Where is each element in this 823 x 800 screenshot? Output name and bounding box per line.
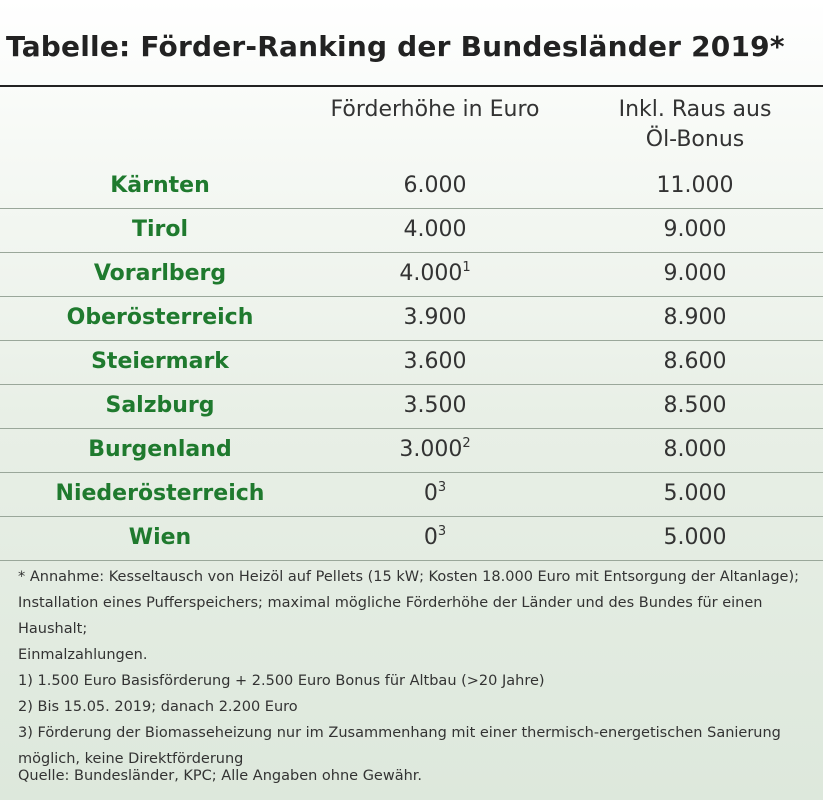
cell-foerderhoehe-value: 4.000 <box>399 261 463 286</box>
column-header-bonus-line2: Öl-Bonus <box>645 127 745 152</box>
cell-bonus-total: 8.600 <box>663 349 727 374</box>
note-annahme-line1: * Annahme: Kesseltausch von Heizöl auf Pellets (15 kW; Kosten 18.000 Euro mit Entsorgung der Altanlage); <box>18 569 799 585</box>
cell-foerderhoehe <box>295 341 575 383</box>
cell-foerderhoehe <box>295 473 575 515</box>
cell-bundesland: Kärnten <box>110 173 210 198</box>
footnote-1: 1) 1.500 Euro Basisförderung + 2.500 Euro Bonus für Altbau (>20 Jahre) <box>18 673 545 689</box>
cell-bundesland: Oberösterreich <box>66 305 254 330</box>
cell-foerderhoehe-value: 6.000 <box>403 173 467 198</box>
cell-foerderhoehe <box>295 385 575 427</box>
footnote-2: 2) Bis 15.05. 2019; danach 2.200 Euro <box>18 699 298 715</box>
footnote-marker: 1 <box>462 260 471 275</box>
cell-foerderhoehe-value: 4.000 <box>403 217 467 242</box>
cell-bonus-total: 5.000 <box>663 481 727 506</box>
cell-foerderhoehe-value: 0 <box>423 481 438 506</box>
table-row <box>0 385 823 429</box>
column-header-foerderhoehe-label: Förderhöhe in Euro <box>330 97 540 122</box>
cell-bundesland: Vorarlberg <box>93 261 227 286</box>
table-row <box>0 473 823 517</box>
footnotes <box>18 564 818 772</box>
cell-foerderhoehe-value: 3.000 <box>399 437 463 462</box>
cell-foerderhoehe <box>295 165 575 207</box>
cell-foerderhoehe-value: 3.600 <box>403 349 467 374</box>
cell-foerderhoehe <box>295 209 575 251</box>
cell-bonus-total: 5.000 <box>663 525 727 550</box>
footnote-3-line1: 3) Förderung der Biomasseheizung nur im Zusammenhang mit einer thermisch-energetischen Sanierung <box>18 725 781 741</box>
table-row <box>0 253 823 297</box>
cell-bundesland: Burgenland <box>88 437 232 462</box>
cell-foerderhoehe-value: 3.900 <box>403 305 467 330</box>
table-title: Tabelle: Förder-Ranking der Bundesländer 2019* <box>6 30 785 63</box>
column-header-bonus-line1: Inkl. Raus aus <box>618 97 772 122</box>
cell-bonus-total: 8.900 <box>663 305 727 330</box>
cell-foerderhoehe-value: 3.500 <box>403 393 467 418</box>
cell-bonus-total: 11.000 <box>656 173 734 198</box>
table-row <box>0 297 823 341</box>
table-row <box>0 209 823 253</box>
footnote-marker: 3 <box>437 480 447 495</box>
cell-bundesland: Niederösterreich <box>55 481 265 506</box>
footnote-3-line2: möglich, keine Direktförderung <box>18 751 244 767</box>
cell-foerderhoehe <box>295 517 575 559</box>
table-row <box>0 517 823 561</box>
note-annahme-line2: Installation eines Pufferspeichers; maximal mögliche Förderhöhe der Länder und des Bundes für einen Haushalt; <box>18 595 763 637</box>
cell-foerderhoehe <box>295 297 575 339</box>
cell-foerderhoehe <box>295 253 575 295</box>
column-header-bonus <box>575 95 815 155</box>
cell-bundesland: Steiermark <box>91 349 229 374</box>
cell-foerderhoehe <box>295 429 575 471</box>
table-row <box>0 429 823 473</box>
column-header-foerderhoehe <box>295 95 575 125</box>
cell-bundesland: Salzburg <box>105 393 215 418</box>
cell-bonus-total: 8.500 <box>663 393 727 418</box>
cell-bonus-total: 9.000 <box>663 217 727 242</box>
table-row <box>0 341 823 385</box>
footnote-marker: 2 <box>462 436 471 451</box>
cell-bundesland: Tirol <box>131 217 189 242</box>
footnote-marker: 3 <box>437 524 447 539</box>
note-annahme-line3: Einmalzahlungen. <box>18 647 148 663</box>
cell-bundesland: Wien <box>128 525 192 550</box>
title-rule <box>0 85 823 87</box>
cell-bonus-total: 9.000 <box>663 261 727 286</box>
source-note: Quelle: Bundesländer, KPC; Alle Angaben ohne Gewähr. <box>18 768 423 784</box>
table-row <box>0 165 823 209</box>
cell-foerderhoehe-value: 0 <box>423 525 438 550</box>
cell-bonus-total: 8.000 <box>663 437 727 462</box>
